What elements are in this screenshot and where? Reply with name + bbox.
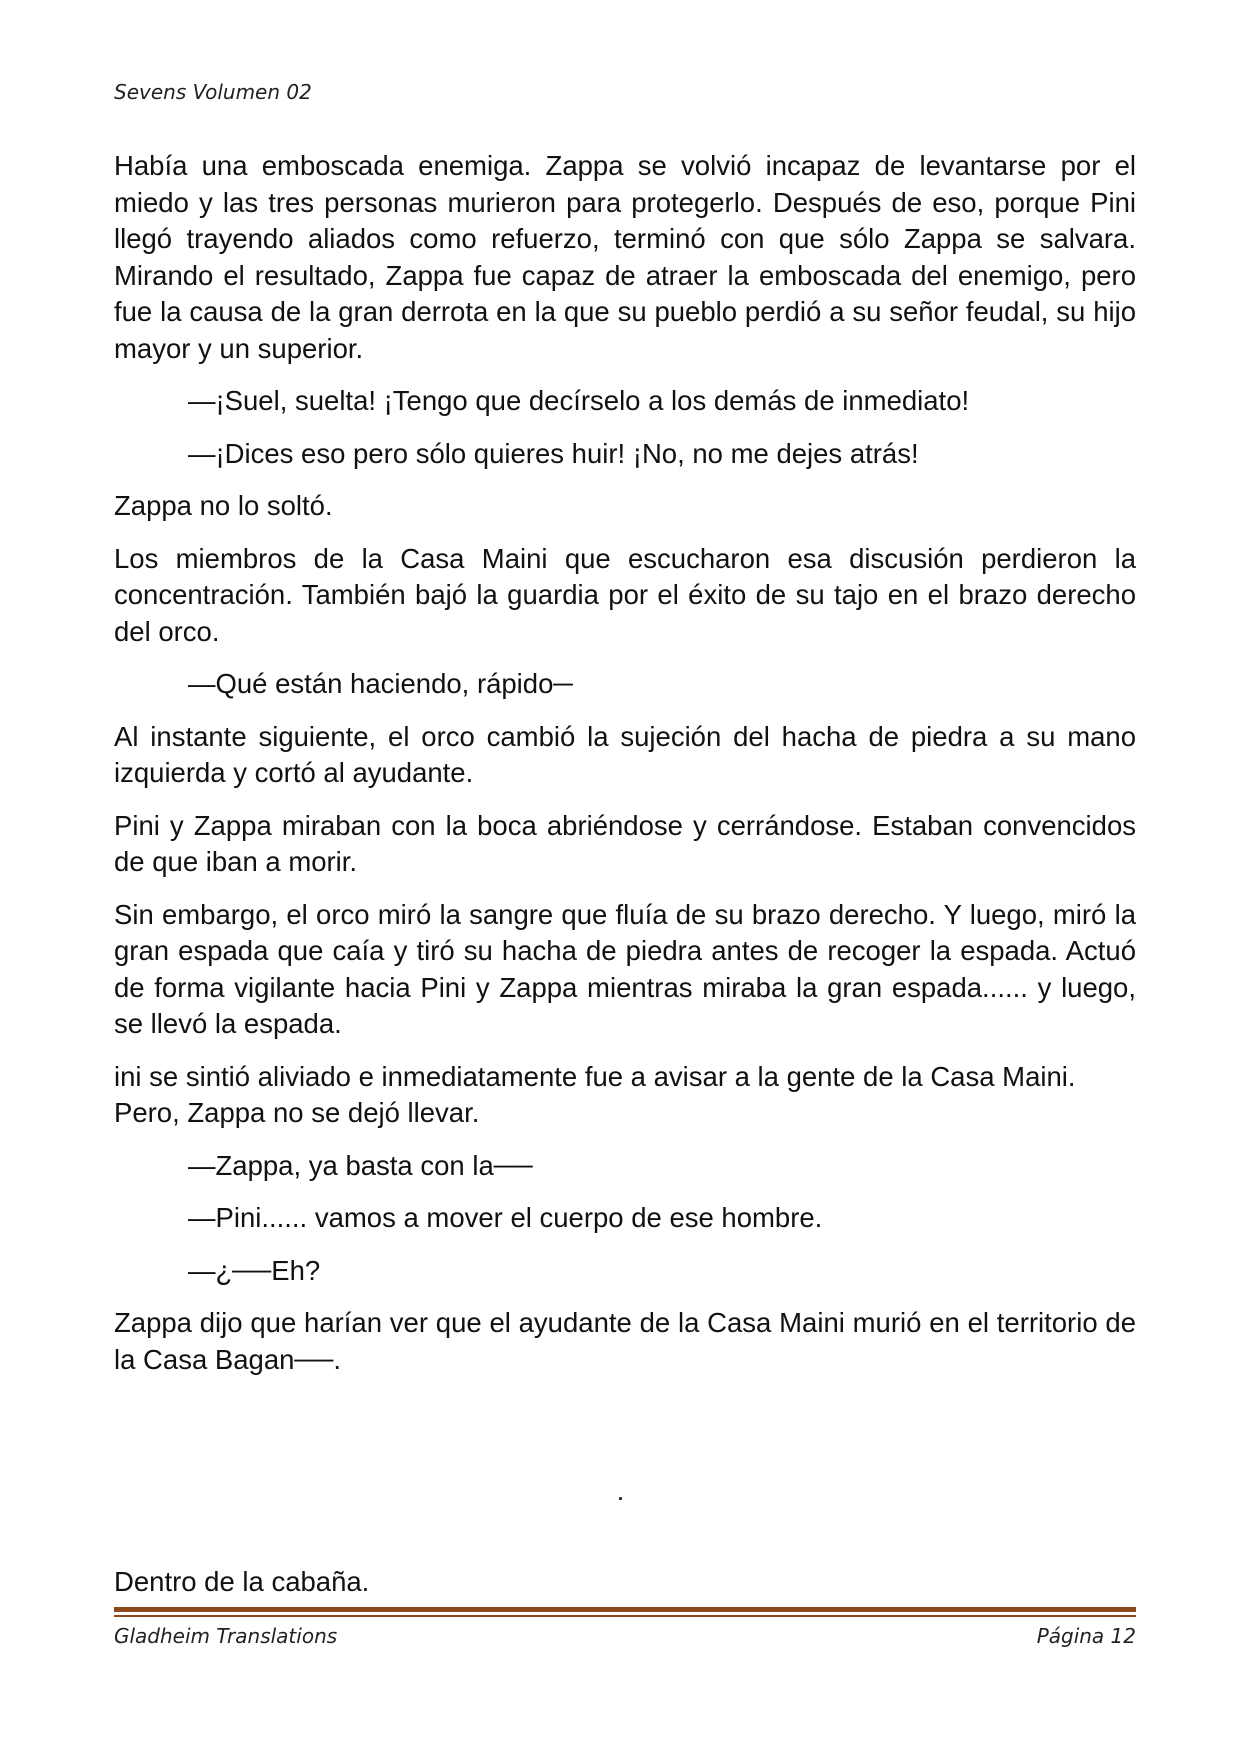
body-text	[114, 148, 1136, 1394]
paragraph: Había una emboscada enemiga. Zappa se volvió incapaz de levantarse por el miedo y las tres personas murieron para protegerlo. Después de eso, porque Pini llegó trayendo aliados como refuerzo, terminó con que sólo Zappa se salvara. Mirando el resultado, Zappa fue capaz de atraer la emboscada del enemigo, pero fue la causa de la gran derrota en la que su pueblo perdió a su señor feudal, su hijo mayor y un superior.	[114, 150, 1136, 364]
dialogue-line: —Zappa, ya basta con la──	[188, 1149, 533, 1181]
paragraph: Sin embargo, el orco miró la sangre que fluía de su brazo derecho. Y luego, miró la gran espada que caía y tiró su hacha de piedra antes de recoger la espada. Actuó de forma vigilante hacia Pini y Zappa mientras miraba la gran espada...... y luego, se llevó la espada.	[114, 898, 1136, 1039]
footer-rule-thin	[114, 1615, 1136, 1617]
page-number: Página 12	[1036, 1624, 1136, 1648]
paragraph: Zappa no lo soltó.	[114, 490, 333, 521]
paragraph: Zappa dijo que harían ver que el ayudante de la Casa Maini murió en el territorio de la Casa Bagan──.	[114, 1307, 1136, 1375]
dialogue-line: —¡Suel, suelta! ¡Tengo que decírselo a los demás de inmediato!	[188, 385, 970, 416]
dialogue-line: —Qué están haciendo, rápido─	[188, 668, 573, 699]
running-header: Sevens Volumen 02	[114, 80, 312, 104]
scene-separator: .	[616, 1476, 625, 1506]
scene-start-line: Dentro de la cabaña.	[114, 1566, 370, 1597]
footer-rule-thick	[114, 1607, 1136, 1612]
paragraph: Al instante siguiente, el orco cambió la sujeción del hacha de piedra a su mano izquierda y cortó al ayudante.	[114, 720, 1136, 788]
dialogue-line: —¡Dices eso pero sólo quieres huir! ¡No, no me dejes atrás!	[188, 437, 919, 469]
dialogue-line: —Pini...... vamos a mover el cuerpo de ese hombre.	[188, 1202, 823, 1233]
dialogue-line: —¿──Eh?	[188, 1254, 321, 1286]
footer-credit: Gladheim Translations	[114, 1624, 338, 1648]
paragraph: Los miembros de la Casa Maini que escucharon esa discusión perdieron la concentración. También bajó la guardia por el éxito de su tajo en el brazo derecho del orco.	[114, 542, 1136, 647]
paragraph: ini se sintió aliviado e inmediatamente fue a avisar a la gente de la Casa Maini. Pero, Zappa no se dejó llevar.	[114, 1060, 1076, 1128]
paragraph: Pini y Zappa miraban con la boca abriéndose y cerrándose. Estaban convencidos de que iban a morir.	[114, 809, 1136, 877]
